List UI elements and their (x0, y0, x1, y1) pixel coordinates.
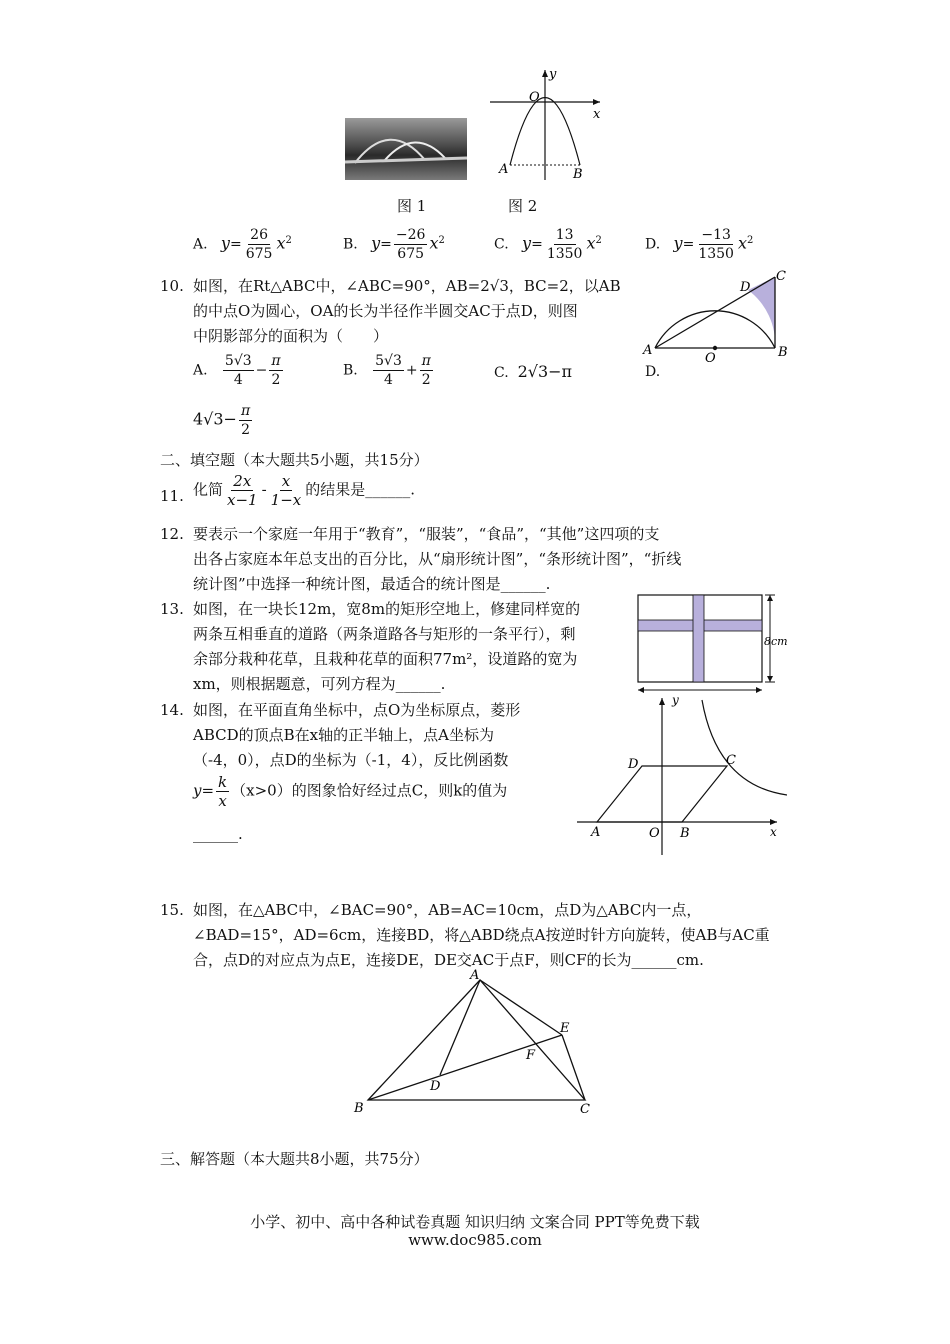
q15-number: 15. (160, 901, 184, 919)
q10-text-line3: 中阴影部分的面积为（ ） (193, 327, 389, 345)
q14-text-line3: （-4，0），点D的坐标为（-1，4），反比例函数 (193, 751, 509, 769)
point-E-label: E (560, 1021, 570, 1036)
point-A-label: A (643, 343, 653, 358)
point-O-label: O (529, 90, 540, 105)
q15-triangle-figure (350, 965, 600, 1120)
q13-text-line2: 两条互相垂直的道路（两条道路各与矩形的一条平行），剩 (193, 625, 576, 643)
q10-number: 10. (160, 277, 184, 295)
q12-text-line3: 统计图”中选择一种统计图，最适合的统计图是______. (193, 575, 551, 593)
q14-text-line2: ABCD的顶点B在x轴的正半轴上，点A坐标为 (193, 726, 494, 744)
point-D-label: D (430, 1079, 441, 1094)
section-3-heading: 三、解答题（本大题共8小题，共75分） (160, 1150, 429, 1168)
q10-text-line1: 如图，在Rt△ABC中，∠ABC=90°，AB=2√3，BC=2，以AB (193, 277, 621, 295)
q13-text-line3: 余部分栽种花草，且栽种花草的面积77m²，设道路的宽为 (193, 650, 578, 668)
q9-option-a[interactable]: A. y= $\frac{26}{675}$ $x^2$ (193, 227, 292, 262)
figure-1-caption: 图 1 (397, 197, 427, 215)
point-C-label: C (580, 1102, 590, 1117)
q13-rectangle-figure (633, 590, 793, 698)
point-B-label: B (354, 1101, 364, 1116)
q14-text-line1: 如图，在平面直角坐标中，点O为坐标原点，菱形 (193, 701, 521, 719)
point-A-label: A (591, 825, 601, 840)
point-O-label: O (705, 351, 716, 366)
q14-text-line5: ______. (193, 825, 243, 843)
width-label: 8cm (764, 635, 788, 648)
point-C-label: C (776, 269, 786, 284)
axis-x-label: x (770, 825, 777, 839)
axis-y-label: y (549, 67, 557, 82)
q11-text: 化简 $\frac{2x}{x-1}$ - $\frac{x}{1-x}$ 的结果是______. (193, 472, 416, 509)
q14-text-line4: y= $\frac{k}{x}$ （x>0）的图象恰好经过点C，则k的值为 (193, 773, 508, 810)
q13-number: 13. (160, 600, 184, 618)
point-D-label: D (628, 757, 639, 772)
q14-rhombus-figure (572, 690, 787, 860)
footer-url[interactable]: www.doc985.com (408, 1231, 542, 1249)
q12-text-line1: 要表示一个家庭一年用于“教育”，“服装”，“食品”，“其他”这四项的支 (193, 525, 660, 543)
section-2-heading: 二、填空题（本大题共5小题，共15分） (160, 451, 429, 469)
point-C-label: C (726, 753, 736, 768)
figure-2-caption: 图 2 (508, 197, 538, 215)
point-A-label: A (499, 162, 509, 177)
q15-text-line1: 如图，在△ABC中，∠BAC=90°，AB=AC=10cm，点D为△ABC内一点， (193, 901, 702, 919)
footer-line1: 小学、初中、高中各种试卷真题 知识归纳 文案合同 PPT等免费下载 (250, 1213, 700, 1231)
q12-text-line2: 出各占家庭本年总支出的百分比，从“扇形统计图”，“条形统计图”，“折线 (193, 550, 682, 568)
point-A-label: A (470, 968, 480, 983)
fountain-photo (345, 118, 467, 180)
q9-option-b[interactable]: B. y= $\frac{-26}{675}$ $x^2$ (343, 227, 445, 262)
point-O-label: O (649, 826, 660, 841)
axis-x-label: x (593, 107, 601, 122)
q10-text-line2: 的中点O为圆心，OA的长为半径作半圆交AC于点D，则图 (193, 302, 578, 320)
axis-y-label: y (672, 693, 679, 707)
q9-option-c[interactable]: C. y= $\frac{13}{1350}$ $x^2$ (494, 227, 602, 262)
q15-text-line3: 合，点D的对应点为点E，连接DE，DE交AC于点F，则CF的长为______cm. (193, 951, 704, 969)
q10-option-c[interactable]: C. 2√3−π (494, 362, 573, 381)
q10-option-d-content: 4√3− $\frac{\pi}{2}$ (193, 403, 251, 438)
point-B-label: B (778, 345, 788, 360)
q10-option-b[interactable]: B. $\frac{5√3}{4}$ + $\frac{\pi}{2}$ (343, 353, 431, 388)
point-B-label: B (680, 826, 690, 841)
q12-number: 12. (160, 525, 184, 543)
q10-option-d-letter[interactable]: D. (645, 364, 661, 380)
fountain-photo-art (345, 118, 467, 180)
q10-option-a[interactable]: A. $\frac{5√3}{4}$ − $\frac{\pi}{2}$ (193, 353, 281, 388)
q13-text-line4: xm，则根据题意，可列方程为______. (193, 675, 446, 693)
parabola-figure (485, 65, 610, 185)
point-F-label: F (526, 1048, 536, 1063)
q11-number: 11. (160, 487, 184, 505)
q9-option-d[interactable]: D. y= $\frac{-13}{1350}$ $x^2$ (645, 227, 754, 262)
q13-text-line1: 如图，在一块长12m，宽8m的矩形空地上，修建同样宽的 (193, 600, 581, 618)
q14-number: 14. (160, 701, 184, 719)
q10-semicircle-figure (640, 262, 800, 367)
point-D-label: D (740, 280, 751, 295)
point-B-label: B (573, 167, 583, 182)
q15-text-line2: ∠BAD=15°，AD=6cm，连接BD，将△ABD绕点A按逆时针方向旋转，使AB与AC重 (193, 926, 770, 944)
